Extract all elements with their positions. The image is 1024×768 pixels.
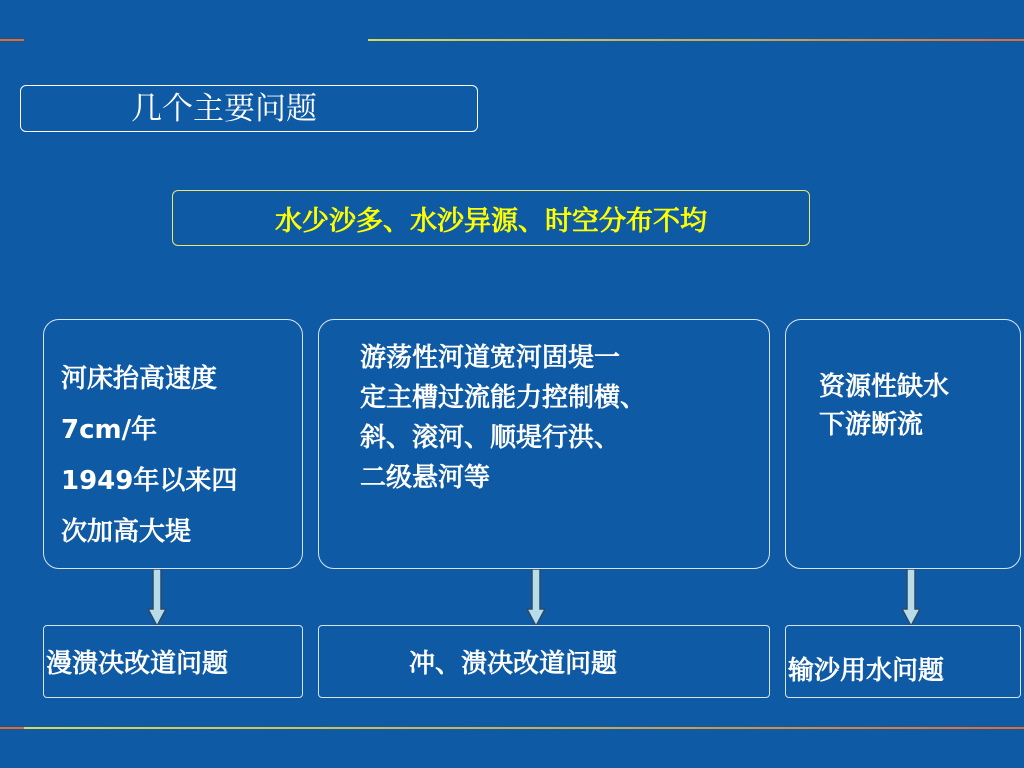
panel-line: 下游断流: [819, 410, 924, 440]
panel-line: 次加高大堤: [61, 517, 192, 547]
panel-text: [61, 354, 237, 558]
panel-line: 游荡性河道宽河固堤一: [360, 343, 621, 373]
down-arrow-icon: [148, 569, 166, 627]
panel-line: 定主槽过流能力控制横、: [360, 383, 647, 413]
slide-title: 几个主要问题: [131, 91, 317, 127]
bottom-accent-line: [24, 727, 1024, 729]
slide-title-box: [20, 85, 478, 132]
result-text: 漫溃决改道问题: [46, 649, 229, 679]
panel-line: 二级悬河等: [360, 463, 491, 493]
top-accent-line: [368, 39, 1024, 41]
result-text: 冲、溃决改道问题: [409, 649, 618, 679]
cause-panel-water-shortage: [785, 319, 1021, 569]
result-text: 输沙用水问题: [788, 656, 945, 686]
panel-line: 7cm/年: [61, 415, 158, 445]
panel-line: 1949年以来四: [61, 466, 238, 496]
top-accent-line-left: [0, 39, 24, 41]
bottom-accent-line-left: [0, 727, 24, 729]
cause-panel-wandering-channel: [318, 319, 770, 569]
result-box-flood-diversion: [43, 625, 303, 698]
down-arrow-icon: [527, 569, 545, 627]
panel-line: 资源性缺水: [819, 372, 950, 402]
panel-text: [360, 338, 646, 498]
panel-line: 斜、滚河、顺堤行洪、: [360, 423, 621, 453]
panel-line: 河床抬高速度: [61, 364, 218, 394]
result-box-breach-diversion: [318, 625, 770, 698]
result-box-sediment-water: [785, 625, 1021, 698]
headline-text: 水少沙多、水沙异源、时空分布不均: [275, 205, 707, 237]
cause-panel-riverbed: [43, 319, 303, 569]
down-arrow-icon: [902, 569, 920, 627]
headline-box: [172, 190, 810, 246]
panel-text: [819, 368, 949, 444]
